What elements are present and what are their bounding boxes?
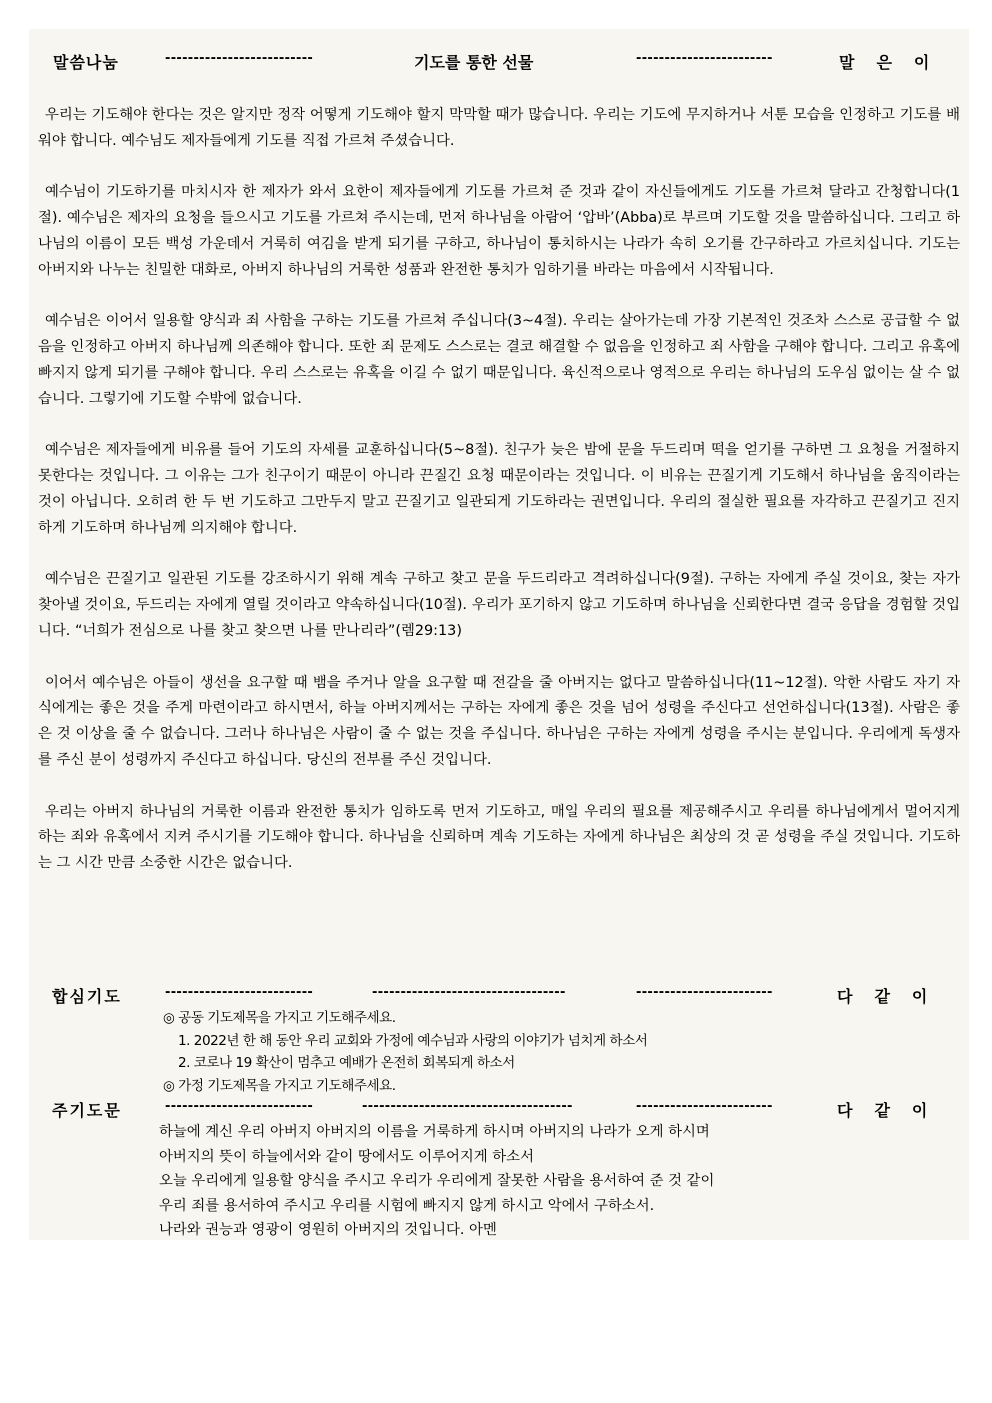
unison-prayer-who: 다같이 bbox=[837, 987, 950, 1006]
sermon-paragraph: 예수님은 끈질기고 일관된 기도를 강조하시기 위해 계속 구하고 찾고 문을 두드리라고 격려하십니다(9절). 구하는 자에게 주실 것이요, 찾는 자가 찾아낼 것이요, 두드리는 자에게 열릴 것이라고 약속하십니다(10절). 우리가 포기하지 않고 기도하며 하나님을 신뢰한다면 결국 응답을 경험할 것입니다. “너희가 전심으로 나를 찾고 찾으면 나를 만나리라”(렘29:13) bbox=[38, 571, 960, 639]
speaker-label: 말은이 bbox=[839, 53, 952, 72]
prayer-request-item: 2. 코로나 19 확산이 멈추고 예배가 온전히 회복되게 하소서 bbox=[178, 1055, 515, 1071]
lords-prayer-line: 하늘에 계신 우리 아버지 아버지의 이름을 거룩하게 하시며 아버지의 나라가 오게 하시며 bbox=[159, 1124, 710, 1140]
unison-dashes-2: ---------------------------------- bbox=[372, 985, 566, 1000]
prayer-request-item: 1. 2022년 한 해 동안 우리 교회와 가정에 예수님과 사랑의 이야기가 넘치게 하소서 bbox=[178, 1033, 648, 1049]
lords-prayer-text bbox=[159, 1120, 714, 1243]
header-dashes-right: ------------------------ bbox=[636, 51, 773, 66]
lords-prayer-label: 주기도문 bbox=[52, 1101, 122, 1120]
sermon-paragraph: 예수님이 기도하기를 마치시자 한 제자가 와서 요한이 제자들에게 기도를 가르쳐 준 것과 같이 자신들에게도 기도를 가르쳐 달라고 간청합니다(1절). 예수님은 제자의 요청을 들으시고 기도를 가르쳐 주시는데, 먼저 하나님을 아람어 ‘압바’(Abba)로 부르며 기도할 것을 말씀하십니다. 그리고 하나님의 이름이 모든 백성 가운데서 거룩히 여김을 받게 되기를 구하고, 하나님이 통치하시는 나라가 속히 오기를 간구하라고 가르치십니다. 기도는 아버지와 나누는 친밀한 대화로, 아버지 하나님의 거룩한 성품과 완전한 통치가 임하기를 바라는 마음에서 시작됩니다. bbox=[38, 184, 960, 278]
sermon-paragraph: 우리는 아버지 하나님의 거룩한 이름과 완전한 통치가 임하도록 먼저 기도하고, 매일 우리의 필요를 제공해주시고 우리를 하나님에게서 멀어지게 하는 죄와 유혹에서 지켜 주시기를 기도해야 합니다. 하나님을 신뢰하며 계속 기도하는 자에게 하나님은 최상의 것 곧 성령을 주실 것입니다. 기도하는 그 시간 만큼 소중한 시간은 없습니다. bbox=[38, 803, 960, 872]
bulletin-page bbox=[29, 29, 969, 1240]
sermon-paragraph: 예수님은 제자들에게 비유를 들어 기도의 자세를 교훈하십니다(5~8절). 친구가 늦은 밤에 문을 두드리며 떡을 얻기를 구하면 그 요청을 거절하지 못한다는 것입니다. 그 이유는 그가 친구이기 때문이 아니라 끈질긴 요청 때문이라는 것입니다. 이 비유는 끈질기게 기도해서 하나님을 움직이라는 것이 아닙니다. 오히려 한 두 번 기도하고 그만두지 말고 끈질기고 일관되게 기도하라는 권면입니다. 우리의 절실한 필요를 자각하고 끈질기고 진지하게 기도하며 하나님께 의지해야 합니다. bbox=[38, 442, 960, 536]
lords-prayer-line: 아버지의 뜻이 하늘에서와 같이 땅에서도 이루어지게 하소서 bbox=[159, 1148, 534, 1165]
sermon-paragraph: 이어서 예수님은 아들이 생선을 요구할 때 뱀을 주거나 알을 요구할 때 전갈을 줄 아버지는 없다고 말씀하십니다(11~12절). 악한 사람도 자기 자식에게는 좋은 것을 주게 마련이라고 하시면서, 하늘 아버지께서는 구하는 자에게 좋은 것을 넘어 성령을 주신다고 선언하십니다(13절). 사람은 좋은 것 이상을 줄 수 없습니다. 그러나 하나님은 사람이 줄 수 없는 것을 주십니다. 하나님은 구하는 자에게 성령을 주시는 분입니다. 우리에게 독생자를 주신 분이 성령까지 주신다고 하십니다. 당신의 전부를 주신 것입니다. bbox=[38, 674, 960, 768]
lords-prayer-who: 다같이 bbox=[837, 1101, 950, 1120]
unison-prayer-label: 합심기도 bbox=[52, 987, 122, 1006]
lords-prayer-line: 오늘 우리에게 일용할 양식을 주시고 우리가 우리에게 잘못한 사람을 용서하여 준 것 같이 bbox=[159, 1173, 715, 1189]
unison-dashes-1: -------------------------- bbox=[165, 985, 314, 1000]
sermon-paragraph: 우리는 기도해야 한다는 것은 알지만 정작 어떻게 기도해야 할지 막막할 때가 많습니다. 우리는 기도에 무지하거나 서툰 모습을 인정하고 기도를 배워야 합니다. 예수님도 제자들에게 기도를 직접 가르쳐 주셨습니다. bbox=[38, 107, 960, 149]
section-label: 말씀나눔 bbox=[53, 53, 119, 72]
unison-dashes-3: ------------------------ bbox=[636, 985, 773, 1000]
lords-prayer-line: 나라와 권능과 영광이 영원히 아버지의 것입니다. 아멘 bbox=[159, 1222, 497, 1238]
lords-prayer-line: 우리 죄를 용서하여 주시고 우리를 시험에 빠지지 않게 하시고 악에서 구하소서. bbox=[159, 1197, 655, 1214]
lords-dashes-3: ------------------------ bbox=[636, 1099, 773, 1114]
prayer-notice-heading: ◎ 공동 기도제목을 가지고 기도해주세요. bbox=[163, 1010, 396, 1026]
lords-dashes-1: -------------------------- bbox=[165, 1099, 314, 1114]
sermon-paragraph: 예수님은 이어서 일용할 양식과 죄 사함을 구하는 기도를 가르쳐 주십니다(3~4절). 우리는 살아가는데 가장 기본적인 것조차 스스로 공급할 수 없음을 인정하고 아버지 하나님께 의존해야 합니다. 또한 죄 문제도 스스로는 결코 해결할 수 없음을 인정하고 죄 사함을 구해야 합니다. 그리고 유혹에 빠지지 않게 되기를 구해야 합니다. 우리 스스로는 유혹을 이길 수 없기 때문입니다. 육신적으로나 영적으로 우리는 하나님의 도우심 없이는 살 수 없습니다. 그렇기에 기도할 수밖에 없습니다. bbox=[38, 313, 960, 407]
lords-dashes-2: ------------------------------------- bbox=[362, 1099, 573, 1114]
sermon-title: 기도를 통한 선물 bbox=[414, 53, 534, 72]
sermon-body bbox=[38, 103, 960, 877]
header-dashes-left: -------------------------- bbox=[165, 51, 314, 66]
prayer-notice-heading: ◎ 가정 기도제목을 가지고 기도해주세요. bbox=[163, 1078, 396, 1094]
